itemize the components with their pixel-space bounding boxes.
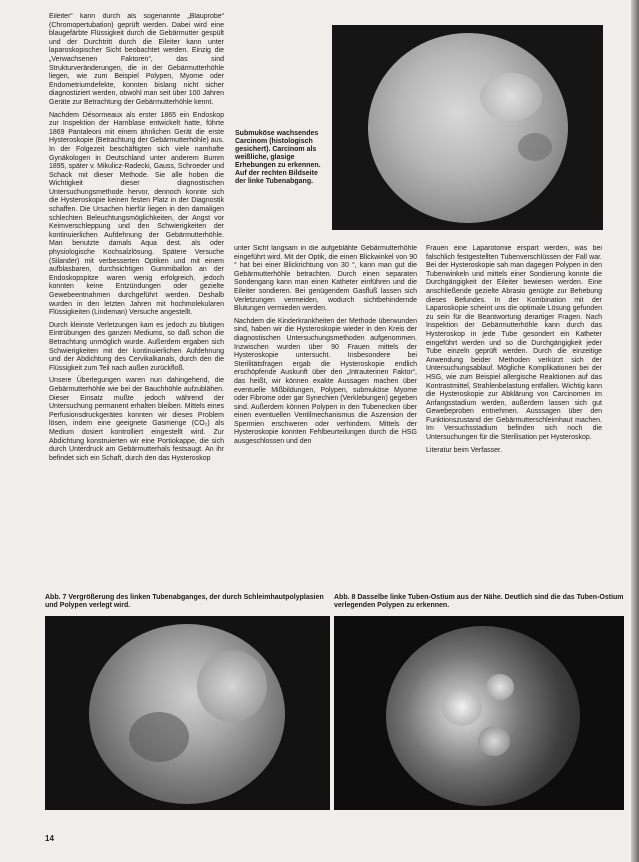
polyp-detail xyxy=(478,726,510,756)
caption-figure-8: Abb. 8 Dasselbe linke Tuben-Ostium aus der Nähe. Deutlich sind die das Tuben-Ostium verlegenden Polypen zu erkennen. xyxy=(334,594,624,609)
tissue-detail xyxy=(518,133,552,161)
caption-top-photo: Submuköse wachsendes Carcinom (histologisch gesichert). Carcinom als weißliche, glasige Erhebungen zu erkennen. Auf der rechten Bildseite der linke Tubenabgang. xyxy=(235,130,321,185)
endoscopy-photo-figure-7 xyxy=(45,616,330,810)
tissue-detail xyxy=(129,712,189,762)
tissue-detail xyxy=(480,73,542,121)
paragraph: Durch kleinste Verletzungen kam es jedoch zu blutigen Eintrübungen des ganzen Mediums, so daß schon die Betrachtung unmöglich wurde. Außerdem ergaben sich Schwierigkeiten mit der kontinuierlichen Aufdehnung und der Abdichtung des Cervikalkanals, durch den die Flüssigkeit zum Teil nach außen zurückfloß. xyxy=(49,321,224,372)
paragraph: Nachdem Désormeaux als erster 1865 ein Endoskop zur Inspektion der Harnblase entwickelt hatte, führte 1869 Pantaleoni mit einem ähnlichen Gerät die erste Hysteroskopie (Betrachtung der Gebärmutterhöhle) aus. In der Folgezeit beschäftigten sich viele namhafte Gynäkologen in Deutschland unter anderem Bumm 1895, später v. Mikulicz-Radecki, Gauss, Schroeder und Schack mit dieser Methode. Sie alle hoben die Wichtigkeit dieser diagnostischen Untersuchungsmethode hervor, dennoch konnte sich die Hysteroskopie keinen festen Platz in der Diagnostik schaffen. Die Ursachen hierfür liegen in den damaligen schlechten Beleuchtungsmöglichkeiten, der Angst vor Keimverschleppung und den Schwierigkeiten der kontinuierlichen Aufdehnung der Gebärmutterhöhle. Man benutzte damals Aqua dest. als oder physiologische Kochsalzlösung. Spätere Versuche (Silander) mit verbesserten Optiken und mit einem aufblasbaren, durchsichtigen Gummiballon an der Endoskopspitze waren wenig erfolgreich, jedoch konnten keine Entzündungen oder gezielte Gewebeentnahmen durchgeführt werden. Deshalb wurden in den letzten Jahren mit hochmolekularen Flüssigkeiten (Lindeman) Versuche angestellt. xyxy=(49,111,224,317)
page-edge-shadow xyxy=(631,0,639,862)
polyp-detail xyxy=(442,688,482,726)
endoscopic-view xyxy=(386,626,580,806)
endoscopic-view xyxy=(89,624,285,804)
paragraph: Frauen eine Laparotomie erspart werden, was bei falschlich festgestellten Tubenverschlüssen der Fall war. Bei der Hysteroskopie sah man dagegen Polypen in den Tubenwinkeln und mittels einer Sondierung konnte die Durchgängigkeit der Eileiter bewiesen werden. Eine anschließende gezielte Abrasio genügte zur Behebung dieses Befundes. In der Kombination mit der Laparoskopie scheint uns die optimale Lösung gefunden zu sein für die Beantwortung derartiger Fragen. Nach Inspektion der Gebärmutterhöhle kann durch das Hysteroskop in jede Tube gesondert ein Katheter eingeführt werden und so die Durchgängigkeit jeder Tube einzeln geprüft werden. Durch die einzeitige Anwendung beider Methoden verkürzt sich der Untersuchungsablauf. Mögliche Komplikationen bei der HSG, wie zum Beispiel allergische Reaktionen auf das Kontrastmittel, Strahlenbelastung entfallen. Wichtig kann die Hysteroskopie zur Abklärung von Carcinomen im Anfangsstadium werden, außerdem lassen sich gut Gewebeproben entnehmen. Ausssagen über den Funktionszustand der Gebärmutterschleimhaut machen. Im Versuchsstadium befinden sich noch die Untersuchungen für die Sterilisation per Hysteroskop. xyxy=(426,245,602,442)
paragraph: unter Sicht langsam in die aufgeblähte Gebärmutterhöhle eingeführt wird. Mit der Optik, die einen Blickwinkel von 90 ° hat bei einer Blickrichtung von 30 °, kann man gut die Gebärmutterhöhle betrachten. Durch einen separaten Sondengang kann man einen Katheter einführen und die Eileiter sondieren. Bei genügendem Gasfluß lassen sich Verletzungen vermeiden, wodurch sichtbehindernde Blutungen vermieden werden. xyxy=(234,245,417,313)
polyp-detail xyxy=(486,674,514,700)
paragraph: Nachdem die Kinderkrankheiten der Methode überwunden sind, haben wir die Hysteroskopie wieder in den Kreis der diagnostischen Untersuchungsmethoden aufgenommen. Inzwischen wurden über 90 Frauen mittels der Hysteroskopie untersucht. Insbesondere bei Sterilitätsfragen ergab die Hysteroskopie endlich erschöpfende Auskunft über den „Intrauterinen Faktor“, das heißt, wir können exakte Aussagen machen über eventuelle Mißbildungen, Polypen, submuköse Myome oder Fibrome oder gar Synechien (Verklebungen) gegeben sind. Außerdem können Polypen in den Tubenecken über einen eventuellen Ventilmechanismus die Aszension der Spermien erschweren oder verhindern. Mittels der Hysteroskopie konnten Fehlbeurteilungen durch die HSG ausgeschlossen und den xyxy=(234,317,417,446)
caption-figure-7: Abb. 7 Vergrößerung des linken Tubenabganges, der durch Schleimhautpolyplasien und Polypen verlegt wird. xyxy=(45,594,324,609)
page-number: 14 xyxy=(45,834,54,843)
text-column-right xyxy=(426,245,602,527)
endoscopic-view xyxy=(368,33,568,223)
text-column-middle xyxy=(234,245,417,527)
paragraph: Eileiter“ kann durch als sogenannte „Blauprobe“ (Chromopertubation) geprüft werden. Dabei wird eine blaugefärbte Flüssigkeit durch die Gebärmutter gespült und der Durchtritt durch die Eileiter kann unter laparoskopischer Sicht beobachtet werden. Einzig die „Verwachsenen Faktoren“, das sind Strukturveränderungen, die in der Gebärmutterhöhle liegen, wie zum Beispiel Polypen, Myome oder Endometriumdefekte, konnten bislang nicht sicher diagnostiziert werden, obwohl man seit über 100 Jahren Geräte zur Betrachtung der Gebärmutterhöhle kennt. xyxy=(49,13,224,106)
literature-note: Literatur beim Verfasser. xyxy=(426,446,502,454)
paragraph: Unsere Überlegungen waren nun dahingehend, die Gebärmutterhöhle wie bei der Bauchhöhle aufzublähen. Dieser Einsatz mußte jedoch während der Untersuchung permanent erhalten bleiben. Mittels eines Perfusionsdruckgerätes konnten wir dieses Problem lösen, indem eine geeignete Gasmenge (CO₂) als Medium dosiert kontrolliert eingestellt wird. Zur Abdichtung konstruierten wir eine Portiokappe, die sich durch Unterdruck am Gebärmutterhals festsaugt. An ihr befindet sich ein Schaft, durch den das Hysteroskop xyxy=(49,377,224,462)
text-column-left xyxy=(49,13,224,573)
endoscopy-photo-carcinoma xyxy=(332,25,603,230)
endoscopy-photo-figure-8 xyxy=(334,616,624,810)
polyp-detail xyxy=(197,650,267,722)
